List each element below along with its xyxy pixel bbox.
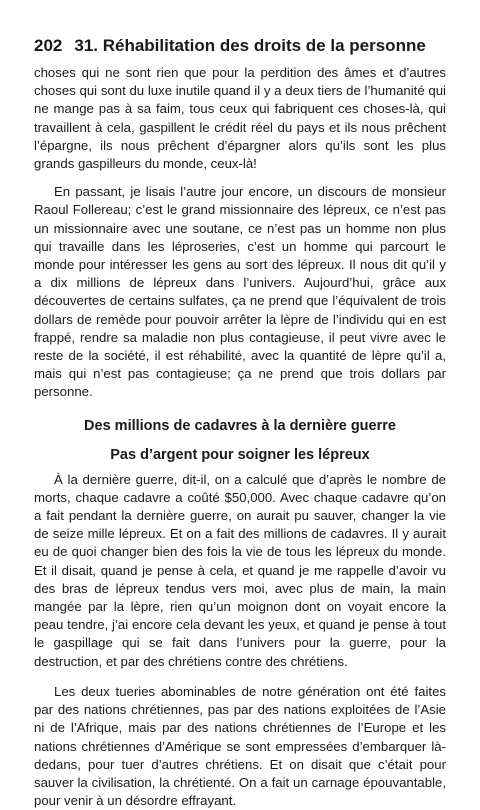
chapter-title: 31. Réhabilitation des droits de la personne [74, 36, 426, 55]
section-heading-lepreux: Pas d’argent pour soigner les lépreux [110, 446, 370, 463]
paragraph-guerre: À la dernière guerre, dit-il, on a calculé que d’après le nombre de morts, chaque cadavre a coûté $50,000. Avec chaque cadavre qu’on a fait pendant la dernière guerre, on aurait pu sauver, changer la vie de seize mille lépreux. Et on a fait des millions de cadavres. Il y aurait eu de quoi changer bien des fois la vie de tous les lépreux du monde. Et il disait, quand je pense à cela, et quand je me rappelle d’avoir vu des bras de lépreux tendus vers moi, avec plus de main, la main mangée par la lèpre, rien qu’un moignon dont on voyait encore la peau tendre, j’ai encore cela devant les yeux, et quand je pense à tout le gaspillage qui se fait dans l’univers pour la guerre, pour la destruction, et par des chrétiens contre des chrétiens. [34, 471, 446, 669]
page-number: 202 [34, 36, 63, 55]
book-page [34, 36, 446, 810]
paragraph-follereau: En passant, je lisais l’autre jour encore, un discours de monsieur Raoul Follereau; c’est le grand missionnaire des lépreux, ce n’est pas un missionnaire avec une soutane, ce n’est pas un homme non plus qui travaille dans les léproseries, c’est un homme qui parcourt le monde pour intéresser les gens au sort des lépreux. Il nous dit qu’il y a dix millions de lépreux dans l’univers. Aujourd’hui, grâce aux découvertes de certains sulfates, ça ne prend que l’équivalent de trois dollars de remède pour pouvoir arrêter la lèpre de l’individu qui en est frappé, rendre sa maladie non plus contagieuse, il peut vivre avec le reste de la société, il est réhabilité, avec la quantité de lèpre qu’il a, mais qui n’est pas contagieuse; ça ne prend que trois dollars par personne. [34, 184, 446, 400]
page-header [34, 36, 446, 56]
section-heading-cadavres: Des millions de cadavres à la dernière guerre [84, 417, 396, 434]
paragraph-tueries: Les deux tueries abominables de notre génération ont été faites par des nations chrétiennes, pas par des nations exploitées de l’Asie ni de l’Afrique, mais par des nations chrétiennes de l’Europe et les nations chrétiennes d’Amérique se sont empressées d’embarquer là-dedans, pour tuer d’autres chrétiens. Et on disait que c’était pour sauver la civilisation, la chrétienté. On a fait un carnage épouvantable, pour venir à un désordre effrayant. [34, 683, 446, 809]
paragraph-continuation: choses qui ne sont rien que pour la perdition des âmes et d’autres choses qui sont du luxe inutile quand il y a deux tiers de l’humanité qui ne mange pas à sa faim, tous ceux qui fabriquent ces choses-là, qui travaillent à cela, gaspillent le crédit réel du pays et ils nous prêchent l’épargne, ils nous prêchent d’épargner alors qu’ils sont les plus grands gaspilleurs du monde, ceux-là! [34, 65, 446, 172]
